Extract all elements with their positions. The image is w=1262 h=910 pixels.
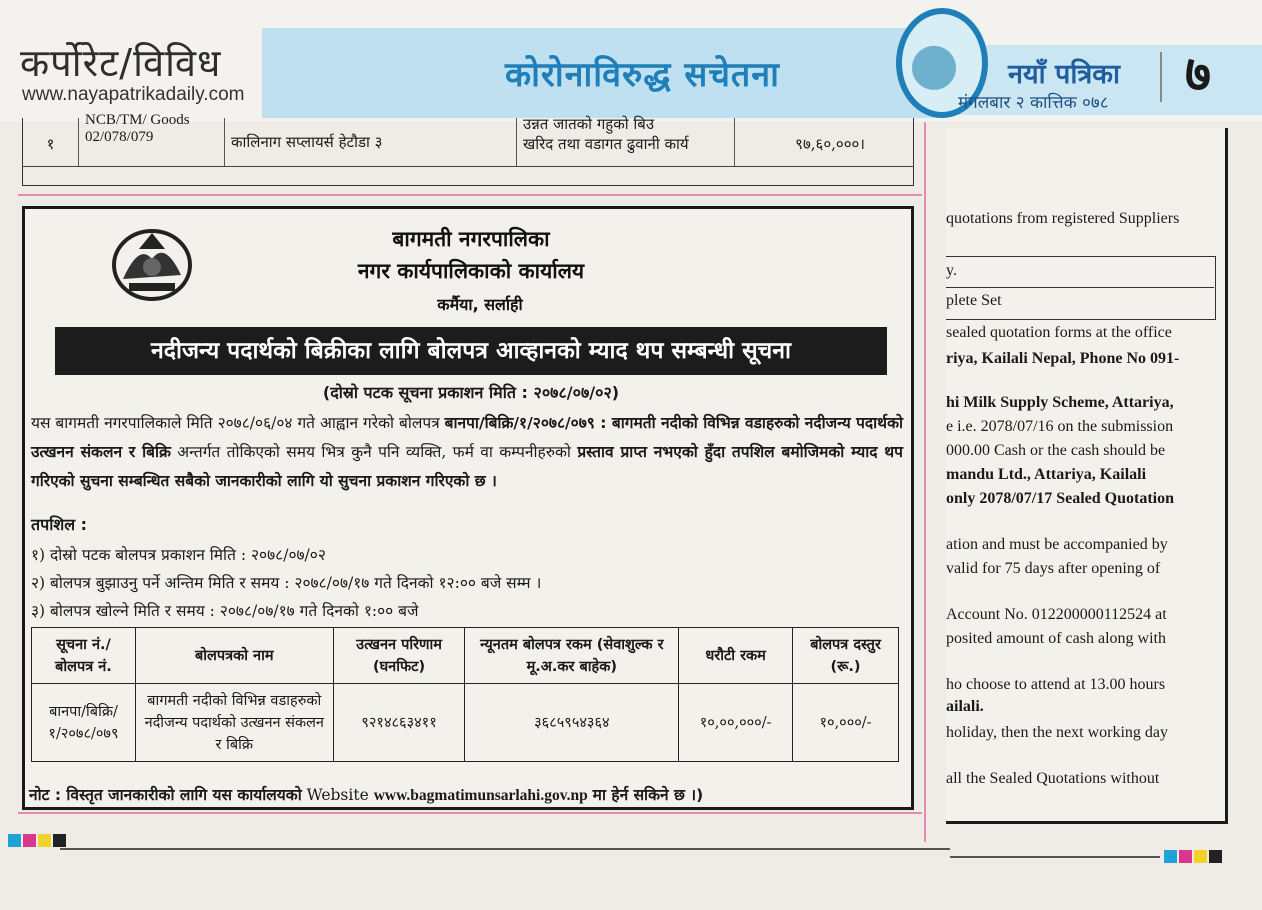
table-cell: १०,०००/- — [793, 684, 899, 762]
table-header: बोलपत्र दस्तुर (रू.) — [793, 628, 899, 684]
detail-item: २) बोलपत्र बुझाउनु पर्ने अन्तिम मिति र समय : २०७८/०७/१७ गते दिनको १२:०० बजे सम्म । — [31, 574, 542, 592]
notice-body — [31, 409, 903, 496]
adjacent-notice-column — [946, 128, 1228, 824]
fragment-code-line1: NCB/TM/ Goods — [85, 112, 190, 128]
column-text-line: y. — [946, 262, 957, 279]
second-publication-date: (दोस्रो पटक सूचना प्रकाशन मिति : २०७८/०७/०२) — [322, 383, 620, 402]
divider — [23, 166, 913, 167]
column-text-line: riya, Kailali Nepal, Phone No 091- — [946, 350, 1180, 367]
fragment-code-line2: 02/078/079 — [85, 129, 154, 145]
paper-name: नयाँ पत्रिका — [1008, 59, 1120, 90]
magenta-swatch — [23, 834, 36, 847]
column-text-line: posited amount of cash along with — [946, 630, 1166, 647]
column-text-line: valid for 75 days after opening of — [946, 560, 1161, 577]
body-bold1: बानपा/बिक्रि/१/२०७८/०७९ : बागमती नदीको विभिन्न वडाहरुको नदीजन्य पदार्थको उत्खनन संकलन र बिक्रि — [31, 414, 903, 461]
notice-banner: नदीजन्य पदार्थको बिक्रीका लागि बोलपत्र आव्हानको म्याद थप सम्बन्धी सूचना — [55, 327, 887, 375]
column-text-line: ho choose to attend at 13.00 hours — [946, 676, 1166, 693]
table-cell: बानपा/बिक्रि/१/२०७८/०७९ — [32, 684, 136, 762]
note-end: मा हेर्न सकिने छ ।) — [592, 786, 704, 804]
column-text-line: ation and must be accompanied by — [946, 536, 1168, 553]
divider — [924, 122, 926, 842]
note-web-word: Website — [306, 786, 369, 804]
section-title: कर्पोरेट/विविध — [20, 41, 222, 85]
divider — [60, 848, 950, 850]
color-registration-marks — [8, 834, 66, 847]
divider — [946, 287, 1214, 288]
cyan-swatch — [8, 834, 21, 847]
fragment-item — [517, 115, 735, 166]
notice-footnote — [29, 783, 703, 805]
table-header: बोलपत्रको नाम — [135, 628, 333, 684]
column-text-line: Account No. 012200000112524 at — [946, 606, 1167, 623]
table-cell: बागमती नदीको विभिन्न वडाहरुको नदीजन्य पदार्थको उत्खनन संकलन र बिक्रि — [135, 684, 333, 762]
column-text-line: hi Milk Supply Scheme, Attariya, — [946, 394, 1174, 411]
site-url: www.nayapatrikadaily.com — [22, 84, 245, 105]
office-location: कर्मैया, सर्लाही — [437, 295, 523, 314]
table-row — [32, 684, 899, 762]
page-number: ७ — [1185, 45, 1211, 103]
divider — [18, 812, 922, 814]
municipality-name: बागमती नगरपालिका — [392, 227, 550, 251]
column-text-line: only 2078/07/17 Sealed Quotation — [946, 490, 1175, 507]
previous-notice-fragment — [22, 112, 914, 186]
column-text-line: quotations from registered Suppliers — [946, 210, 1180, 227]
table-header: सूचना नं./ बोलपत्र नं. — [32, 628, 136, 684]
divider — [1160, 52, 1162, 102]
table-header: धरौटी रकम — [679, 628, 793, 684]
magenta-swatch — [1179, 850, 1192, 863]
table-header-row — [32, 628, 899, 684]
body-part1: यस बागमती नगरपालिकाले मिति २०७८/०६/०४ गते आह्वान गरेको बोलपत्र — [31, 414, 445, 432]
fragment-item-line1: उन्नत जातको गहुको बिउ — [523, 115, 655, 133]
paper-date: मंगलबार २ कात्तिक ०७८ — [958, 93, 1109, 113]
black-swatch — [53, 834, 66, 847]
table-cell: १०,००,०००/- — [679, 684, 793, 762]
column-text-line: holiday, then the next working day — [946, 724, 1169, 741]
table-cell: ३६८५९५४३६४ — [465, 684, 679, 762]
column-text-line: all the Sealed Quotations without — [946, 770, 1160, 787]
detail-item: ३) बोलपत्र खोल्ने मिति र समय : २०७८/०७/१७ गते दिनको १:०० बजे — [31, 602, 419, 620]
column-text-line: ailali. — [946, 698, 984, 715]
black-swatch — [1209, 850, 1222, 863]
tender-notice — [22, 206, 914, 810]
cyan-swatch — [1164, 850, 1177, 863]
column-text-line: sealed quotation forms at the office — [946, 324, 1172, 341]
column-text-line: plete Set — [946, 292, 1002, 309]
yellow-swatch — [1194, 850, 1207, 863]
table-header: उत्खनन परिणाम (घनफिट) — [333, 628, 465, 684]
detail-item: १) दोस्रो पटक बोलपत्र प्रकाशन मिति : २०७८/०७/०२ — [31, 546, 326, 564]
fragment-item-line2: खरिद तथा वडागत ढुवानी कार्य — [523, 135, 689, 153]
fragment-supplier: कालिनाग सप्लायर्स हेटौडा ३ — [225, 118, 517, 166]
divider — [18, 194, 922, 196]
office-name: नगर कार्यपालिकाको कार्यालय — [357, 259, 585, 283]
column-text-line: 000.00 Cash or the cash should be — [946, 442, 1166, 459]
fragment-amount: ९७,६०,०००। — [795, 135, 865, 153]
details-label: तपशिल : — [31, 515, 88, 534]
yellow-swatch — [38, 834, 51, 847]
table-header: न्यूनतम बोलपत्र रकम (सेवाशुल्क र मू.अ.कर बाहेक) — [465, 628, 679, 684]
fragment-serial: १ — [23, 118, 79, 166]
column-text-line: mandu Ltd., Attariya, Kailali — [946, 466, 1147, 483]
fragment-code — [79, 112, 225, 166]
website-link: www.bagmatimunsarlahi.gov.np — [373, 787, 588, 804]
divider — [950, 856, 1160, 858]
campaign-title: कोरोनाविरुद्ध सचेतना — [505, 55, 780, 95]
table-cell: ९२१४८६३४११ — [333, 684, 465, 762]
body-part2: अन्तर्गत तोकिएको समय भित्र कुनै पनि व्यक्ति, फर्म वा कम्पनीहरुको — [170, 443, 578, 461]
body-bold2: प्रस्ताव प्राप्त नभएको हुँदा तपशिल बमोजिमको म्याद थप गरिएको सुचना सम्बन्धित सबैको जानकारीको लागि यो सुचना प्रकाशन गरिएको छ । — [31, 443, 903, 490]
column-text-line: e i.e. 2078/07/16 on the submission — [946, 418, 1174, 435]
tender-table — [31, 627, 899, 762]
color-registration-marks — [1164, 850, 1222, 863]
note-label: नोट : विस्तृत जानकारीको लागि यस कार्यालयको — [29, 786, 302, 804]
